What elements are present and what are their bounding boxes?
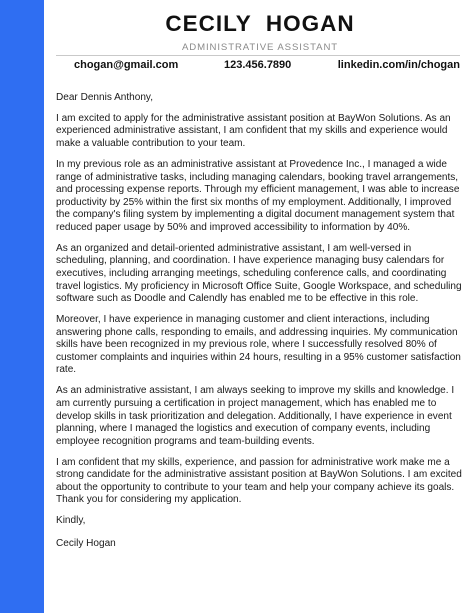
contact-email[interactable]: chogan@gmail.com xyxy=(74,59,179,71)
cover-letter-page xyxy=(56,0,464,613)
letter-body xyxy=(56,92,462,559)
closing: Kindly, xyxy=(56,515,86,527)
applicant-name: CECILY HOGAN xyxy=(165,11,355,36)
paragraph-2: In my previous role as an administrative assistant at Provedence Inc., I managed a wide range of administrative tasks, including managing calendars, booking travel arrangements, and processing expense reports. Through my efficient management, I was able to increase productivity by 25% within the first six months of my employment. Additionally, I improved the company's filing system by implementing a digital document management system that reduced paper usage by 50% and improved accessibility to information by 40%. xyxy=(56,158,460,233)
paragraph-5: As an administrative assistant, I am always seeking to improve my skills and knowledge. I am currently pursuing a certification in project management, which has enabled me to develop skills in task prioritization and delegation. Additionally, I have experience in event planning, where I managed the logistics and execution of company events, including employee recognition programs and team-building events. xyxy=(56,385,455,447)
salutation: Dear Dennis Anthony, xyxy=(56,92,153,103)
paragraph-1: I am excited to apply for the administrative assistant position at BayWon Solutions. As an experienced administrative assistant, I am confident that my skills and experience would make a valuable contribution to your team. xyxy=(56,112,451,150)
header-divider xyxy=(56,55,460,56)
contact-linkedin[interactable]: linkedin.com/in/chogan xyxy=(337,59,460,71)
paragraph-3: As an organized and detail-oriented administrative assistant, I am well-versed in scheduling, planning, and coordination. I have experience managing busy calendars for executives, including arranging meetings, scheduling conference calls, and coordinating travel logistics. My proficiency in Microsoft Office Suite, Google Workspace, and scheduling software such as Doodle and Calendly has enabled me to be effective in this role. xyxy=(56,242,462,305)
contact-phone: 123.456.7890 xyxy=(224,59,292,71)
paragraph-4: Moreover, I have experience in managing customer and client interactions, including answering phone calls, responding to emails, and addressing inquiries. My communication skills have been recognized in my previous role, where I successfully resolved 80% of customer complaints and inquiries within 24 hours, resulting in a 95% customer satisfaction rate. xyxy=(56,314,461,376)
paragraph-6: I am confident that my skills, experience, and passion for administrative work make me a strong candidate for the administrative assistant position at BayWon Solutions. I am excited about the opportunity to contribute to your team and help your company achieve its goals. Thank you for considering my application. xyxy=(56,456,462,506)
accent-sidebar xyxy=(0,0,44,613)
signature: Cecily Hogan xyxy=(56,537,116,549)
job-title: ADMINISTRATIVE ASSISTANT xyxy=(181,42,339,53)
